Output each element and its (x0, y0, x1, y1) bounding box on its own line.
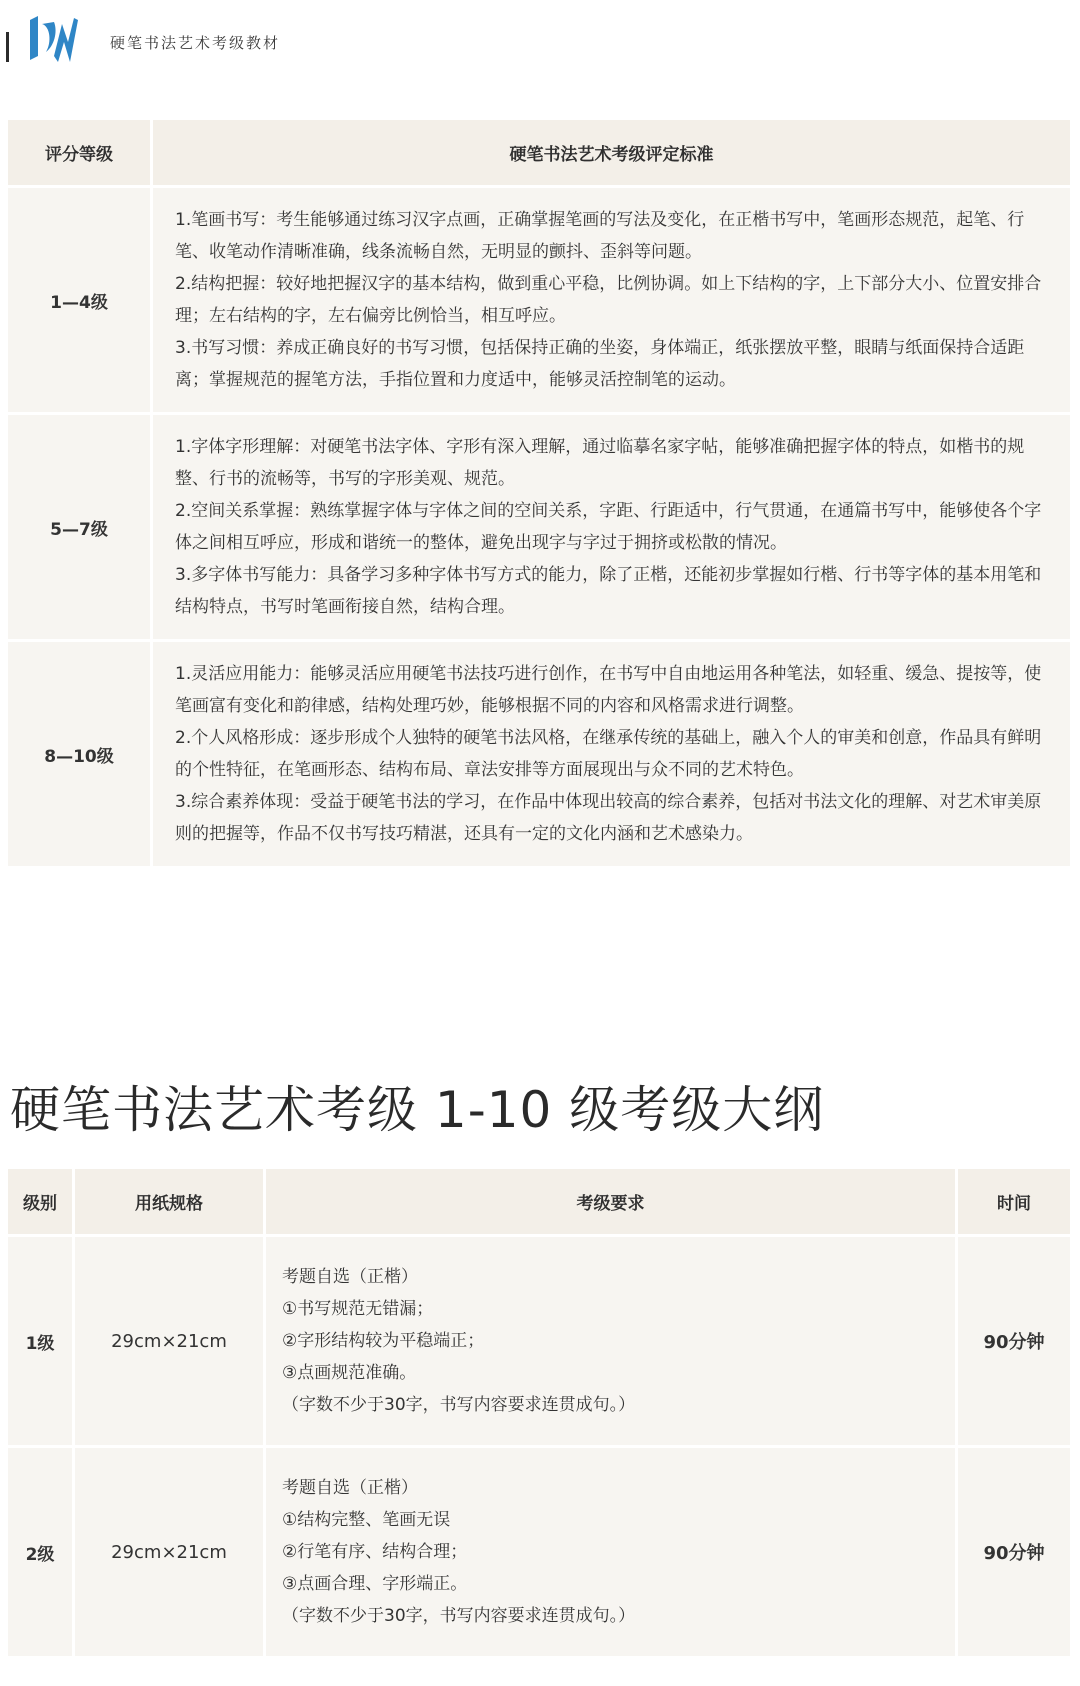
column-header-grade: 评分等级 (8, 120, 150, 185)
requirement-line: （字数不少于30字，书写内容要求连贯成句。） (282, 1395, 636, 1415)
standard-item: 3.多字体书写能力：具备学习多种字体书写方式的能力，除了正楷，还能初步掌握如行楷、行书等字体的基本用笔和结构特点，书写时笔画衔接自然，结构合理。 (175, 565, 1042, 617)
document-title: 硬笔书法艺术考级教材 (110, 34, 281, 52)
level-cell: 1级 (8, 1237, 72, 1445)
standard-item: 1.字体字形理解：对硬笔书法字体、字形有深入理解，通过临摹名家字帖，能够准确把握字体的特点，如楷书的规整、行书的流畅等，书写的字形美观、规范。 (175, 437, 1025, 489)
requirement-line: ③点画规范准确。 (282, 1363, 417, 1383)
standard-item: 2.空间关系掌握：熟练掌握字体与字体之间的空间关系，字距、行距适中，行气贯通，在通篇书写中，能够使各个字体之间相互呼应，形成和谐统一的整体，避免出现字与字过于拥挤或松散的情况。 (175, 501, 1042, 553)
column-header-time: 时间 (958, 1169, 1070, 1234)
standard-description-cell (153, 188, 1070, 412)
standard-item: 2.个人风格形成：逐步形成个人独特的硬笔书法风格，在继承传统的基础上，融入个人的审美和创意，作品具有鲜明的个性特征，在笔画形态、结构布局、章法安排等方面展现出与众不同的艺术特色。 (175, 728, 1042, 780)
grade-level-cell: 5—7级 (8, 415, 150, 639)
standard-description-cell (153, 642, 1070, 866)
table-header-row (8, 120, 1070, 185)
requirement-line: （字数不少于30字，书写内容要求连贯成句。） (282, 1606, 636, 1626)
grading-standards-table (5, 117, 1073, 869)
requirement-line: ③点画合理、字形端正。 (282, 1574, 468, 1594)
requirement-line: 考题自选（正楷） (282, 1267, 418, 1287)
paper-size-cell: 29cm×21cm (75, 1448, 263, 1656)
requirements-cell (266, 1448, 955, 1656)
level-cell: 2级 (8, 1448, 72, 1656)
requirement-line: ②行笔有序、结构合理； (282, 1542, 468, 1562)
time-cell: 90分钟 (958, 1448, 1070, 1656)
page-header (0, 0, 1080, 80)
time-cell: 90分钟 (958, 1237, 1070, 1445)
column-header-standard: 硬笔书法艺术考级评定标准 (153, 120, 1070, 185)
column-header-requirements: 考级要求 (266, 1169, 955, 1234)
requirement-line: ②字形结构较为平稳端正； (282, 1331, 485, 1351)
standard-item: 3.书写习惯：养成正确良好的书写习惯，包括保持正确的坐姿，身体端正，纸张摆放平整，眼睛与纸面保持合适距离；掌握规范的握笔方法，手指位置和力度适中，能够灵活控制笔的运动。 (175, 338, 1025, 390)
standard-item: 1.灵活应用能力：能够灵活应用硬笔书法技巧进行创作，在书写中自由地运用各种笔法，如轻重、缓急、提按等，使笔画富有变化和韵律感，结构处理巧妙，能够根据不同的内容和风格需求进行调整。 (175, 664, 1042, 716)
table-row (8, 642, 1070, 866)
standard-description-cell (153, 415, 1070, 639)
calligraphy-logo-icon (24, 12, 82, 68)
table-row (8, 1237, 1070, 1445)
table-row (8, 415, 1070, 639)
column-header-paper: 用纸规格 (75, 1169, 263, 1234)
requirement-line: 考题自选（正楷） (282, 1478, 418, 1498)
table-row (8, 1448, 1070, 1656)
column-header-level: 级别 (8, 1169, 72, 1234)
requirements-cell (266, 1237, 955, 1445)
standard-item: 3.综合素养体现：受益于硬笔书法的学习，在作品中体现出较高的综合素养，包括对书法文化的理解、对艺术审美原则的把握等，作品不仅书写技巧精湛，还具有一定的文化内涵和艺术感染力。 (175, 792, 1042, 844)
requirement-line: ①书写规范无错漏； (282, 1299, 434, 1319)
table-row (8, 188, 1070, 412)
grade-level-cell: 8—10级 (8, 642, 150, 866)
header-divider-bar (6, 32, 9, 62)
standard-item: 1.笔画书写：考生能够通过练习汉字点画，正确掌握笔画的写法及变化，在正楷书写中，笔画形态规范，起笔、行笔、收笔动作清晰准确，线条流畅自然，无明显的颤抖、歪斜等问题。 (175, 210, 1025, 262)
standard-item: 2.结构把握：较好地把握汉字的基本结构，做到重心平稳，比例协调。如上下结构的字，上下部分大小、位置安排合理；左右结构的字，左右偏旁比例恰当，相互呼应。 (175, 274, 1042, 326)
syllabus-table (5, 1166, 1073, 1659)
section-title: 硬笔书法艺术考级 1-10 级考级大纲 (10, 1081, 825, 1139)
requirement-line: ①结构完整、笔画无误 (282, 1510, 451, 1530)
paper-size-cell: 29cm×21cm (75, 1237, 263, 1445)
grade-level-cell: 1—4级 (8, 188, 150, 412)
table-header-row (8, 1169, 1070, 1234)
